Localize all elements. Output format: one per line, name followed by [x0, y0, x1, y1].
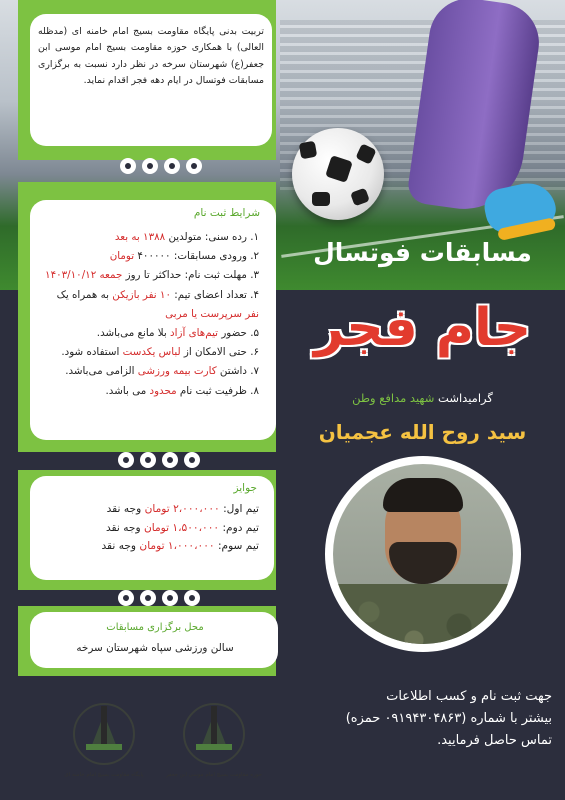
mini-ball-icon	[140, 452, 156, 468]
right-logo-caption: حوزه مقاومت بسیج امام موسی ابن جعفر	[166, 772, 262, 778]
prizes-title: جوایز	[233, 482, 257, 494]
ball-divider	[118, 590, 200, 608]
mini-ball-icon	[162, 452, 178, 468]
contact-phone: بیشتر با شماره (۰۹۱۹۴۳۰۴۸۶۳ حمزه)	[345, 711, 552, 726]
ball-divider	[118, 452, 200, 470]
mini-ball-icon	[184, 452, 200, 468]
tribute-line: گرامیداشت شهید مدافع وطن	[352, 391, 493, 405]
condition-item: ۷. داشتن کارت بیمه ورزشی الزامی می‌باشد.	[65, 365, 259, 378]
camouflage-uniform	[333, 584, 513, 644]
mini-ball-icon	[162, 590, 178, 606]
honoree-name: سید روح الله عجمیان	[318, 420, 527, 444]
prize-item: تیم دوم: ۱،۵۰۰،۰۰۰ تومان وجه نقد	[105, 521, 259, 534]
prize-item: تیم سوم: ۱،۰۰۰،۰۰۰ تومان وجه نقد	[101, 540, 259, 552]
mini-ball-icon	[118, 452, 134, 468]
basij-emblem-icon	[180, 700, 248, 770]
mini-ball-icon	[118, 590, 134, 606]
mini-ball-icon	[140, 590, 156, 606]
left-logo-caption: پایگاه مقاومت بسیج امام خامنه ای	[64, 772, 144, 778]
prizes-list	[29, 500, 259, 556]
portrait-beard	[389, 542, 457, 584]
mini-ball-icon	[120, 158, 136, 174]
condition-item: ۸. ظرفیت ثبت نام محدود می باشد.	[105, 384, 259, 397]
contact-info	[292, 686, 552, 752]
soccer-ball-icon	[292, 128, 384, 220]
venue-card	[30, 612, 278, 668]
conditions-title: شرایط ثبت نام	[193, 207, 260, 219]
contact-line: تماس حاصل فرمایید.	[437, 733, 552, 748]
contact-line: جهت ثبت نام و کسب اطلاعات	[386, 689, 552, 704]
intro-text: تربیت بدنی پایگاه مقاومت بسیج امام خامنه ای (مدظله العالی) با همکاری حوزه مقاومت بسیج امام موسی ابن جعفر(ع) شهرستان سرخه در نظر دارد نسبت به برگزاری مسابقات فوتسال در ایام دهه فجر اقدام نماید.	[38, 26, 264, 87]
portrait-hair	[383, 478, 463, 512]
prize-item: تیم اول: ۲،۰۰۰،۰۰۰ تومان وجه نقد	[106, 503, 259, 515]
mini-ball-icon	[164, 158, 180, 174]
mini-ball-icon	[186, 158, 202, 174]
ball-divider	[120, 158, 202, 176]
condition-item: ۱. رده سنی: متولدین ۱۳۸۸ به بعد	[114, 231, 259, 243]
condition-item: ۲. ورودی مسابقات: ۴۰۰۰۰۰ تومان	[109, 250, 259, 263]
honoree-portrait	[333, 464, 513, 644]
venue-text: سالن ورزشی سپاه شهرستان سرخه	[76, 642, 234, 654]
condition-item: ۴. تعداد اعضای تیم: ۱۰ نفر بازیکن به همراه یک	[56, 288, 259, 301]
condition-item: نفر سرپرست یا مربی	[165, 307, 259, 320]
condition-item: ۳. مهلت ثبت نام: حداکثر تا روز جمعه ۱۴۰۳/۱۰/۱۲	[45, 269, 259, 282]
conditions-list	[13, 228, 259, 401]
venue-title: محل برگزاری مسابقات	[106, 622, 204, 633]
condition-item: ۵. حضور تیم‌های آزاد بلا مانع می‌باشد.	[96, 327, 259, 340]
condition-item: ۶. حتی الامکان از لباس یکدست استفاده شود.	[61, 346, 259, 359]
headline-fajr-cup: جام فجر	[313, 298, 532, 358]
mini-ball-icon	[142, 158, 158, 174]
basij-emblem-icon	[70, 700, 138, 770]
mini-ball-icon	[184, 590, 200, 606]
headline-futsal: مسابقات فوتسال	[313, 238, 532, 267]
